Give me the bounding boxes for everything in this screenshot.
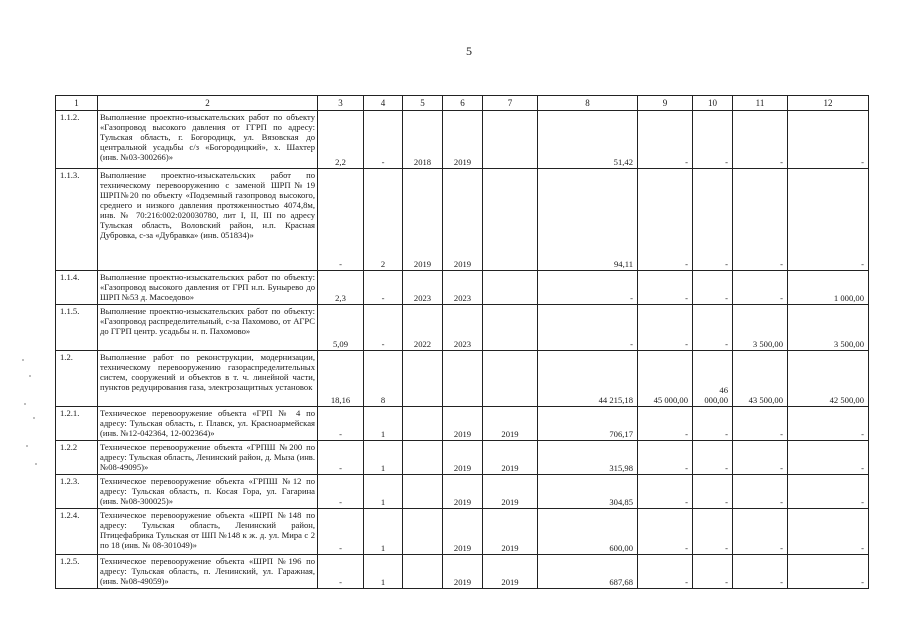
- value-cell-c8: 600,00: [538, 509, 638, 555]
- table-row: [56, 271, 869, 305]
- value-cell-c5: 2019: [443, 111, 483, 169]
- value-cell-c11: 43 500,00: [733, 351, 788, 407]
- value-cell-c5: 2019: [443, 407, 483, 441]
- value-cell-c9: -: [638, 441, 693, 475]
- value-cell-c4: [403, 407, 443, 441]
- value-cell-c5: 2019: [443, 509, 483, 555]
- value-cell-c4: [403, 351, 443, 407]
- description-cell: Техническое перевооружение объекта «ГРП № 4 по адресу: Тульская область, г. Плавск, ул. Красноармейская (инв. №12-042364, 12-002364)»: [98, 407, 318, 441]
- value-cell-c3: 1: [364, 555, 403, 589]
- value-cell-c12: -: [788, 169, 869, 271]
- value-cell-c3: -: [364, 111, 403, 169]
- description-cell: Выполнение проектно-изыскательских работ по объекту: «Газопровод распределительный, с-за Пахомово, от АГРС до ГГРП центр. усадьбы н. п. Пахомово»: [98, 305, 318, 351]
- header-cell: 4: [364, 96, 403, 111]
- value-cell-c3: 8: [364, 351, 403, 407]
- value-cell-c4: 2023: [403, 271, 443, 305]
- description-cell: Выполнение проектно-изыскательских работ по техническому перевооружению с заменой ШРП№19 ШРП№20 по объекту «Подземный газопровод высокого, среднего и низкого давления протяженностью 4074,8м, инв. № 70:216:002:020030780, лит I, II, III по адресу Тульская область, Воловский район, н.п. Красная Дубровка, с-за «Дубравка» (инв. 051834)»: [98, 169, 318, 271]
- value-cell-c4: 2019: [403, 169, 443, 271]
- value-cell-c5: 2019: [443, 555, 483, 589]
- value-cell-c3: -: [364, 305, 403, 351]
- value-cell-c10: -: [693, 407, 733, 441]
- header-cell: 6: [443, 96, 483, 111]
- value-cell-c11: -: [733, 555, 788, 589]
- value-cell-c2: -: [318, 441, 364, 475]
- value-cell-c12: -: [788, 555, 869, 589]
- row-number-cell: 1.1.3.: [56, 169, 98, 271]
- value-cell-c9: -: [638, 271, 693, 305]
- value-cell-c12: -: [788, 407, 869, 441]
- row-number-cell: 1.2.4.: [56, 509, 98, 555]
- value-cell-c12: 3 500,00: [788, 305, 869, 351]
- row-number-cell: 1.1.4.: [56, 271, 98, 305]
- value-cell-c2: 5,09: [318, 305, 364, 351]
- value-cell-c9: -: [638, 305, 693, 351]
- value-cell-c3: 1: [364, 407, 403, 441]
- description-cell: Выполнение проектно-изыскательских работ по объекту: «Газопровод высокого давления от ГРП н.п. Бунырево до ШРП №53 д. Масоедово»: [98, 271, 318, 305]
- table-row: [56, 111, 869, 169]
- value-cell-c2: 2,3: [318, 271, 364, 305]
- value-cell-c2: 18,16: [318, 351, 364, 407]
- description-cell: Техническое перевооружение объекта «ШРП №148 по адресу: Тульская область, Ленинский район, Птицефабрика Тульская от ШП №148 к ж. д. ул. Мира с 2 по 18 (инв. № 08-301049)»: [98, 509, 318, 555]
- description-cell: Выполнение проектно-изыскательских работ по объекту «Газопровод высокого давления от ГГРП по адресу: Тульская область, г. Богородицк, ул. Вязовская до центральной усадьбы с/з «Богородицкий», х. Шахтер (инв. №03-300266)»: [98, 111, 318, 169]
- header-cell: 10: [693, 96, 733, 111]
- value-cell-c11: -: [733, 475, 788, 509]
- description-cell: Выполнение работ по реконструкции, модернизации, техническому перевооружению газораспределительных систем, сооружений и объектов в т. ч. линейной части, пунктов редуцирования газа, электрозащитных установок: [98, 351, 318, 407]
- header-cell: 1: [56, 96, 98, 111]
- header-cell: 9: [638, 96, 693, 111]
- row-number-cell: 1.2.3.: [56, 475, 98, 509]
- value-cell-c11: -: [733, 441, 788, 475]
- value-cell-c8: 51,42: [538, 111, 638, 169]
- header-cell: 12: [788, 96, 869, 111]
- value-cell-c2: 2,2: [318, 111, 364, 169]
- value-cell-c8: 315,98: [538, 441, 638, 475]
- value-cell-c11: -: [733, 111, 788, 169]
- value-cell-c10: -: [693, 305, 733, 351]
- value-cell-c3: 1: [364, 441, 403, 475]
- value-cell-c5: 2019: [443, 475, 483, 509]
- value-cell-c6: 2019: [483, 441, 538, 475]
- value-cell-c9: -: [638, 407, 693, 441]
- row-number-cell: 1.2.2: [56, 441, 98, 475]
- value-cell-c9: -: [638, 111, 693, 169]
- value-cell-c10: 46 000,00: [693, 351, 733, 407]
- table-row: [56, 475, 869, 509]
- value-cell-c8: -: [538, 271, 638, 305]
- value-cell-c12: 42 500,00: [788, 351, 869, 407]
- value-cell-c3: 1: [364, 475, 403, 509]
- header-cell: 7: [483, 96, 538, 111]
- value-cell-c6: 2019: [483, 509, 538, 555]
- value-cell-c6: 2019: [483, 407, 538, 441]
- value-cell-c5: 2023: [443, 305, 483, 351]
- value-cell-c6: 2019: [483, 555, 538, 589]
- table-row: [56, 441, 869, 475]
- value-cell-c12: -: [788, 441, 869, 475]
- header-cell: 2: [98, 96, 318, 111]
- value-cell-c2: -: [318, 555, 364, 589]
- value-cell-c12: -: [788, 111, 869, 169]
- value-cell-c4: [403, 555, 443, 589]
- description-cell: Техническое перевооружение объекта «ГРПШ №200 по адресу: Тульская область, Ленинский район, д. Мыза (инв. №08-49095)»: [98, 441, 318, 475]
- header-row: [56, 96, 869, 111]
- value-cell-c3: 1: [364, 509, 403, 555]
- value-cell-c10: -: [693, 555, 733, 589]
- table-row: [56, 555, 869, 589]
- value-cell-c8: 687,68: [538, 555, 638, 589]
- value-cell-c5: [443, 351, 483, 407]
- value-cell-c12: -: [788, 475, 869, 509]
- table-row: [56, 351, 869, 407]
- value-cell-c2: -: [318, 509, 364, 555]
- value-cell-c9: -: [638, 169, 693, 271]
- table-row: [56, 305, 869, 351]
- value-cell-c8: 44 215,18: [538, 351, 638, 407]
- row-number-cell: 1.2.1.: [56, 407, 98, 441]
- value-cell-c10: -: [693, 271, 733, 305]
- value-cell-c9: -: [638, 475, 693, 509]
- description-cell: Техническое перевооружение объекта «ШРП №196 по адресу: Тульская область, п. Ленинский, ул. Гаражная, (инв. №08-49059)»: [98, 555, 318, 589]
- value-cell-c5: 2019: [443, 441, 483, 475]
- row-number-cell: 1.2.5.: [56, 555, 98, 589]
- table-row: [56, 509, 869, 555]
- value-cell-c6: [483, 111, 538, 169]
- table-row: [56, 169, 869, 271]
- value-cell-c9: 45 000,00: [638, 351, 693, 407]
- value-cell-c11: -: [733, 271, 788, 305]
- header-cell: 3: [318, 96, 364, 111]
- value-cell-c11: -: [733, 509, 788, 555]
- value-cell-c10: -: [693, 441, 733, 475]
- value-cell-c2: -: [318, 169, 364, 271]
- value-cell-c4: 2022: [403, 305, 443, 351]
- value-cell-c11: -: [733, 407, 788, 441]
- scan-artifacts: [20, 355, 40, 475]
- value-cell-c9: -: [638, 509, 693, 555]
- value-cell-c4: [403, 475, 443, 509]
- value-cell-c3: -: [364, 271, 403, 305]
- value-cell-c2: -: [318, 475, 364, 509]
- row-number-cell: 1.2.: [56, 351, 98, 407]
- header-cell: 11: [733, 96, 788, 111]
- header-cell: 5: [403, 96, 443, 111]
- value-cell-c6: [483, 169, 538, 271]
- value-cell-c10: -: [693, 475, 733, 509]
- row-number-cell: 1.1.2.: [56, 111, 98, 169]
- value-cell-c12: 1 000,00: [788, 271, 869, 305]
- value-cell-c11: -: [733, 169, 788, 271]
- value-cell-c6: [483, 351, 538, 407]
- table-row: [56, 407, 869, 441]
- value-cell-c2: -: [318, 407, 364, 441]
- value-cell-c10: -: [693, 111, 733, 169]
- budget-table: [55, 95, 869, 589]
- value-cell-c4: [403, 441, 443, 475]
- value-cell-c5: 2023: [443, 271, 483, 305]
- value-cell-c6: [483, 271, 538, 305]
- value-cell-c8: 94,11: [538, 169, 638, 271]
- page-number: 5: [466, 44, 472, 58]
- value-cell-c10: -: [693, 509, 733, 555]
- value-cell-c6: 2019: [483, 475, 538, 509]
- value-cell-c11: 3 500,00: [733, 305, 788, 351]
- value-cell-c12: -: [788, 509, 869, 555]
- value-cell-c4: 2018: [403, 111, 443, 169]
- value-cell-c5: 2019: [443, 169, 483, 271]
- value-cell-c3: 2: [364, 169, 403, 271]
- value-cell-c9: -: [638, 555, 693, 589]
- value-cell-c8: 706,17: [538, 407, 638, 441]
- value-cell-c8: 304,85: [538, 475, 638, 509]
- value-cell-c8: -: [538, 305, 638, 351]
- value-cell-c4: [403, 509, 443, 555]
- value-cell-c10: -: [693, 169, 733, 271]
- header-cell: 8: [538, 96, 638, 111]
- value-cell-c6: [483, 305, 538, 351]
- row-number-cell: 1.1.5.: [56, 305, 98, 351]
- description-cell: Техническое перевооружение объекта «ГРПШ №12 по адресу: Тульская область, п. Косая Гора, ул. Гагарина (инв. №08-300025)»: [98, 475, 318, 509]
